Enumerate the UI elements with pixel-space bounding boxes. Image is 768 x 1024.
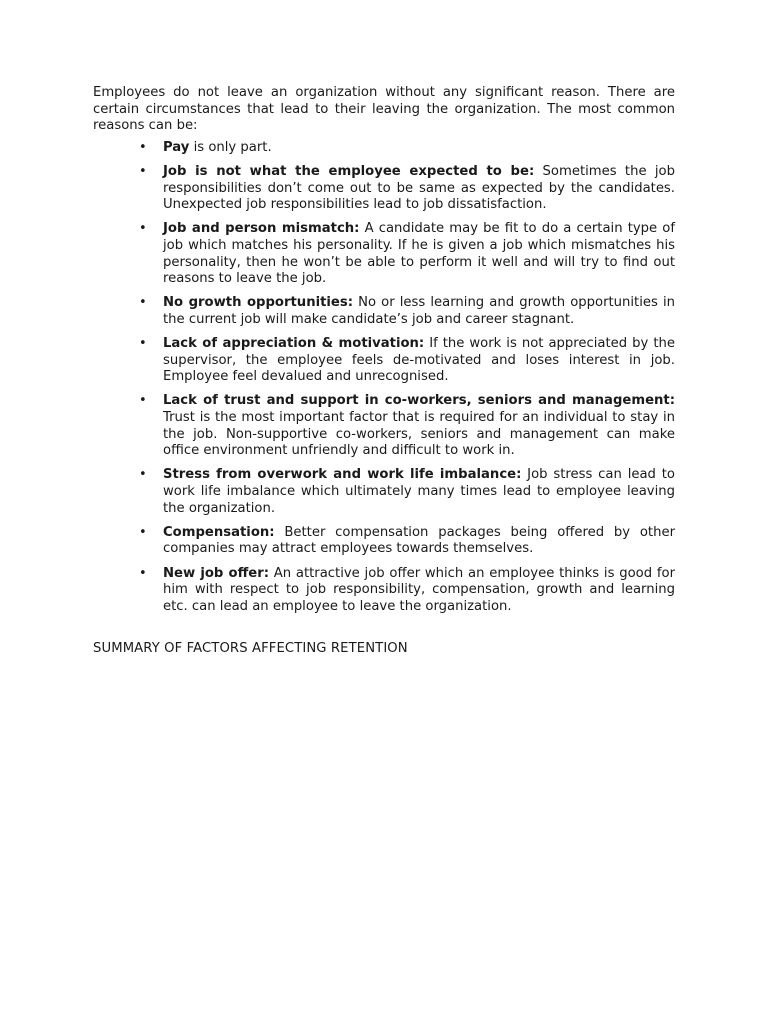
list-item <box>93 164 675 214</box>
reason-text: Better compensation packages being offered by other companies may attract employees towards themselves. <box>163 524 675 557</box>
bullet-icon: • <box>139 139 147 155</box>
bullet-icon: • <box>139 163 147 179</box>
reason-text: No or less learning and growth opportunities in the current job will make candidate’s job and career stagnant. <box>163 295 676 327</box>
reason-term: Job is not what the employee expected to be: <box>163 163 535 179</box>
reason-text: A candidate may be fit to do a certain type of job which matches his personality. If he is given a job which mismatches his personality, then he won’t be able to perform it well and will try to find out reasons to leave the job. <box>163 221 675 287</box>
list-item <box>93 140 675 157</box>
reason-text: Job stress can lead to work life imbalance which ultimately many times lead to employee leaving the organization. <box>163 467 675 516</box>
reasons-list <box>93 140 675 616</box>
bullet-icon: • <box>139 393 147 409</box>
reason-term: No growth opportunities: <box>163 295 353 311</box>
reason-term: Job and person mismatch: <box>163 221 360 237</box>
intro-paragraph: Employees do not leave an organization without any significant reason. There are certain circumstances that lead to their leaving the organization. The most common reasons can be: <box>93 85 675 134</box>
list-item <box>93 525 675 558</box>
bullet-icon: • <box>139 467 147 483</box>
list-item <box>93 467 675 517</box>
reason-term: Stress from overwork and work life imbalance: <box>163 467 522 483</box>
reason-text: Trust is the most important factor that is required for an individual to stay in the job. Non-supportive co-workers, seniors and management can make office environment unfriendly and difficult to work in. <box>163 410 675 459</box>
list-item <box>93 295 675 328</box>
document-page <box>93 85 675 658</box>
reason-term: Lack of appreciation & motivation: <box>163 336 425 352</box>
reason-text: Sometimes the job responsibilities don’t come out to be same as expected by the candidates. Unexpected job responsibilities lead to job dissatisfaction. <box>163 163 675 213</box>
section-heading: SUMMARY OF FACTORS AFFECTING RETENTION <box>93 641 408 657</box>
reason-text: If the work is not appreciated by the supervisor, the employee feels de-motivated and loses interest in job. Employee feel devalued and unrecognised. <box>163 336 675 385</box>
list-item <box>93 393 675 459</box>
reason-term: New job offer: <box>163 565 269 581</box>
bullet-icon: • <box>139 565 147 581</box>
reason-text: is only part. <box>189 139 272 155</box>
reason-term: Pay <box>163 139 190 155</box>
reason-term: Lack of trust and support in co-workers, seniors and management: <box>163 393 675 409</box>
bullet-icon: • <box>139 524 147 540</box>
list-item <box>93 336 675 386</box>
reason-term: Compensation: <box>163 524 275 540</box>
reason-text: An attractive job offer which an employee thinks is good for him with respect to job responsibility, compensation, growth and learning etc. can lead an employee to leave the organization. <box>163 565 675 614</box>
bullet-icon: • <box>139 336 147 352</box>
list-item <box>93 566 675 616</box>
bullet-icon: • <box>139 221 147 237</box>
bullet-icon: • <box>139 295 147 311</box>
list-item <box>93 221 675 287</box>
